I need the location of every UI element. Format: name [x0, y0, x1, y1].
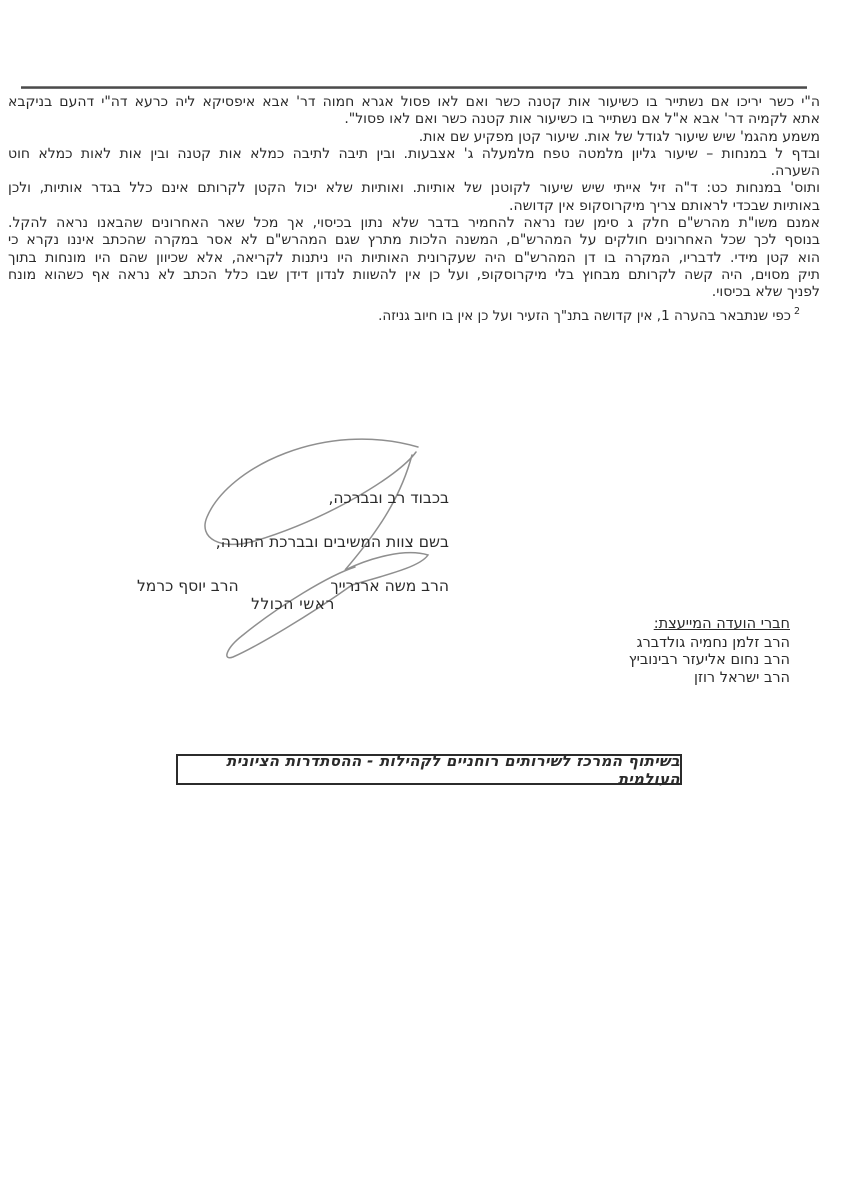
body-text-line: ובדף ל במנחות – שיעור גליון מלמטה טפח מלמעלה ג' אצבעות. ובין תיבה לתיבה כמלא אות קטנה ובין אות לאות כמלא חוט: [8, 145, 820, 162]
top-separator-rule: [21, 86, 807, 89]
footer-banner-box: [176, 751, 682, 788]
body-text-line: משמע מהגמ' שיש שיעור לגודל של אות. שיעור קטן מפקיע שם אות.: [418, 128, 820, 145]
committee-member: הרב ישראל רוזן: [694, 669, 790, 686]
closing-line: בכבוד רב ובברכה,: [328, 489, 449, 507]
body-text-line: בנוסף לכך שכל האחרונים חולקים על המהרש"ם, המשנה הלכות מתרץ שגם המהרש"ם לא אסר במקרה שהכתב איננו נקרא כי: [8, 232, 820, 249]
committee-member: הרב נחום אליעזר רבינוביץ: [628, 652, 790, 668]
signature-block: [137, 489, 449, 614]
footnote-text: כפי שנתבאר בהערה 1, אין קדושה בתנ"ך הזעיר ועל כן אין בו חיוב גניזה.: [378, 308, 791, 324]
body-text-line: באותיות שבכדי לראותם צריך מיקרוסקופ אין קדושה.: [509, 197, 820, 214]
advisory-committee-block: [629, 616, 790, 687]
committee-title: חברי הועדה המייעצת:: [653, 616, 790, 632]
body-text-line: השערה.: [770, 163, 820, 180]
committee-member: הרב זלמן נחמיה גולדברג: [636, 634, 790, 651]
footnote-marker: 2: [793, 306, 800, 317]
body-text-line: לפניך שלא בכיסוי.: [711, 284, 820, 301]
body-text-line: אמנם משו"ת מהרש"ם חלק ג סימן שנז נראה להחמיר בדבר שלא נתון בכיסוי, אך מכל שאר האחרונים שהבאנו נראה להקל.: [8, 215, 820, 232]
signatory-name-right: הרב משה ארנרייך: [330, 577, 449, 595]
committee-members-list: [629, 635, 790, 688]
signatory-name-left: הרב יוסף כרמל: [137, 577, 239, 595]
signatory-role: ראשי הכולל: [251, 595, 335, 613]
body-text-line: תיק מסוים, היה קשה לקרותם מבחוץ בלי מיקרוסקופ, ועל כן אין להשוות לנדון דידן שבו כלל הכתב לא נראה אף כשהוא מונח: [8, 266, 820, 283]
team-line: בשם צוות המשיבים ובברכת התורה,: [215, 533, 449, 551]
body-text-line: ה"י כשר יריכו אם נשתייר בו כשיעור אות קטנה כשר ואם לאו פסול אגרא חמוה דר' אבא איפסיקא ליה כרעא דה"י דהעם בניקבא: [8, 94, 820, 110]
body-text-line: הוא קטן מידי. לדבריו, המקרה בו דן המהרש"ם היה שעקרונית האותיות היו ניתנות לקריאה, אלא שכיוון שהם היו מונחות בתוך: [8, 249, 820, 266]
footer-banner-text: בשיתוף המרכז לשירותים רוחניים לקהילות - ההסתדרות הציונית העולמית: [226, 751, 680, 788]
body-text-block: [8, 94, 820, 302]
footnote: [378, 303, 800, 325]
body-text-line: אתא לקמיה דר' אבא א"ל אם נשתייר בו כשיעור אות קטנה כשר ואם לאו פסול".: [344, 111, 820, 128]
body-text-line: ותוס' במנחות כט: ד"ה זיל אייתי שיש שיעור לקוטנן של אותיות. ואותיות שלא יכול הקטן לקרותם אינם כלל בגדר אותיות, ולכן: [8, 180, 820, 197]
signatory-names-row: [137, 577, 449, 596]
